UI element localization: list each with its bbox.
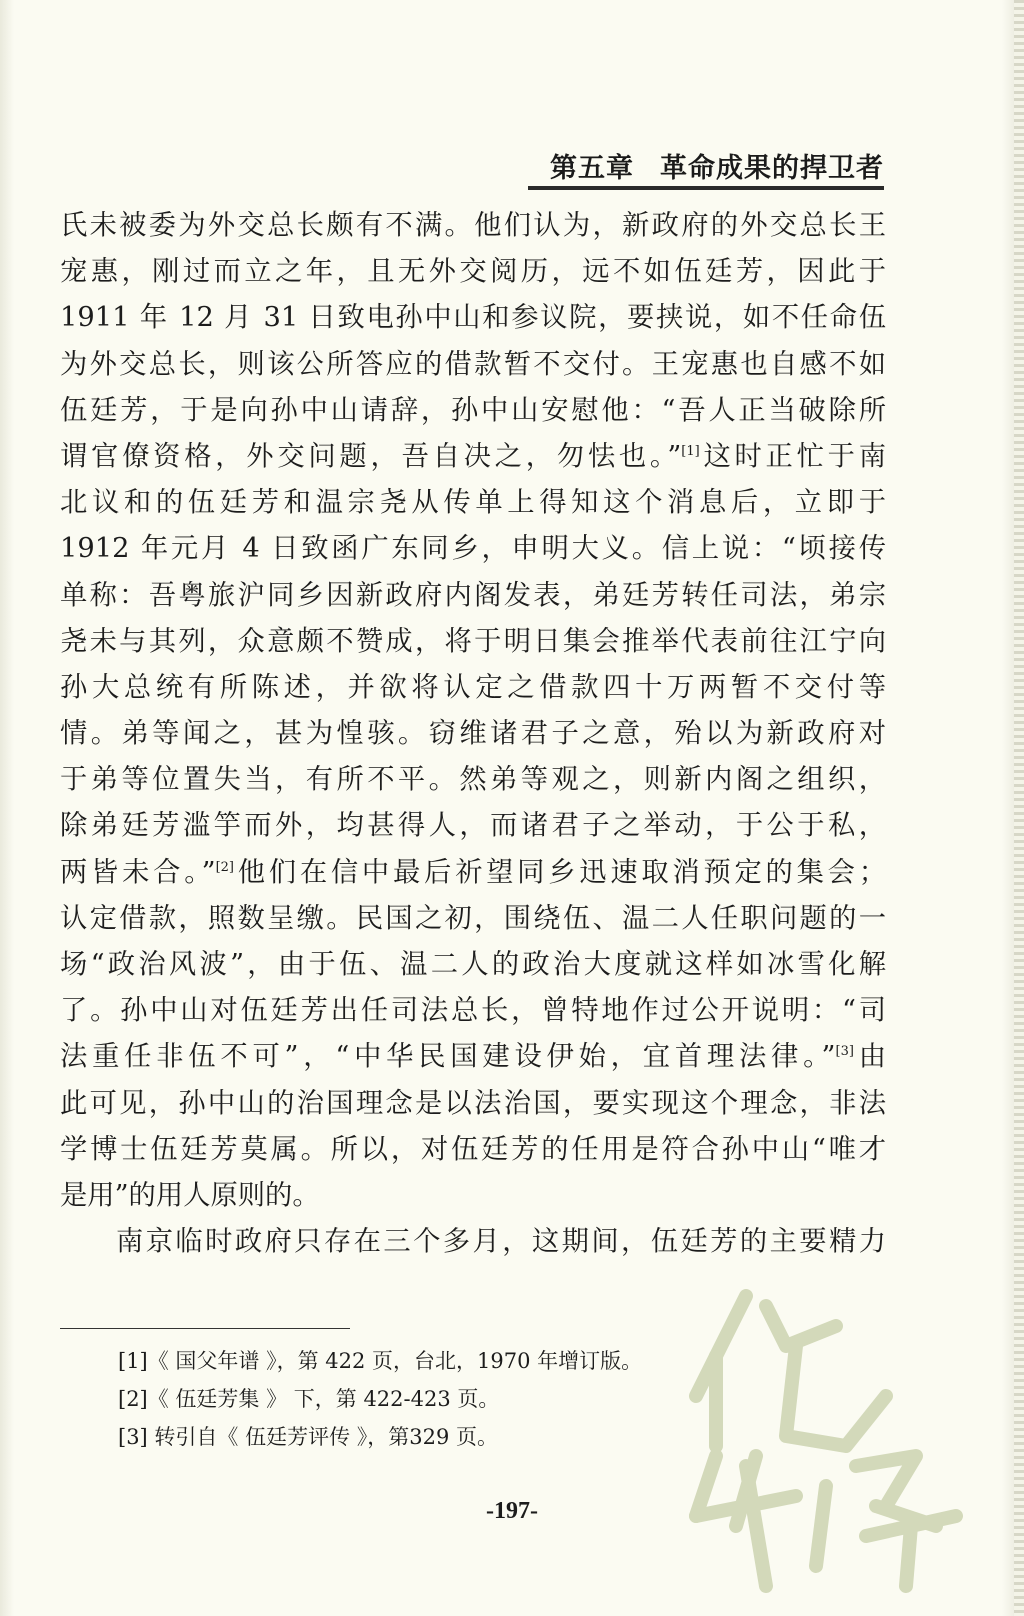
chapter-title: 革命成果的捍卫者 [660,153,884,184]
footnote-ref[interactable]: [2] [215,859,234,875]
text-line: 伍廷芳，于是向孙中山请辞，孙中山安慰他：“吾人正当破除所 [60,394,886,426]
footnote-ref[interactable]: [3] [835,1044,854,1060]
text-line: 尧未与其列，众意颇不赞成，将于明日集会推举代表前往江宁向 [60,625,886,657]
text-line: 场“政治风波”，由于伍、温二人的政治大度就这样如冰雪化解 [60,949,886,980]
text-line: 1911 年 12 月 31 日致电孙中山和参议院，要挟说，如不任命伍 [60,302,886,334]
line-text: 两皆未合。” [60,856,216,888]
footnote-item: [1]《 国父年谱 》，第 422 页，台北，1970 年增订版。 [118,1349,643,1373]
text-line: 氏未被委为外交总长颇有不满。他们认为，新政府的外交总长王 [60,210,886,241]
footnote-item: [2]《 伍廷芳集 》 下，第 422-423 页。 [118,1387,500,1411]
paragraph-start-line: 南京临时政府只存在三个多月，这期间，伍廷芳的主要精力 [116,1226,886,1258]
text-line: 单称：吾粤旅沪同乡因新政府内阁发表，弟廷芳转任司法，弟宗 [60,579,886,611]
header-rule [528,186,884,190]
text-line [60,1034,886,1080]
text-line: 于弟等位置失当，有所不平。然弟等观之，则新内阁之组织， [60,764,886,796]
text-line: 是用”的用人原则的。 [60,1179,320,1211]
body-text [60,203,886,1265]
line-text: 法重任非伍不可”，“中华民国建设伊始，宜首理法律。” [60,1041,836,1073]
running-header [528,146,884,190]
footnotes [118,1342,642,1456]
page-number: -197- [486,1498,538,1524]
chapter-heading [550,146,884,185]
line-text: 谓官僚资格，外交问题，吾自决之，勿怯也。” [60,440,682,472]
watermark-calligraphy [676,1286,976,1596]
text-line [60,434,886,480]
footnote-item: [3] 转引自《 伍廷芳评传 》，第329 页。 [118,1425,499,1449]
scan-edge [1014,0,1024,1616]
text-line: 宠惠，刚过而立之年，且无外交阅历，远不如伍廷芳，因此于 [60,256,886,288]
text-line: 此可见，孙中山的治国理念是以法治国，要实现这个理念，非法 [60,1087,886,1119]
line-text: 这时正忙于南 [699,440,886,472]
text-line: 学博士伍廷芳莫属。所以，对伍廷芳的任用是符合孙中山“唯才 [60,1133,886,1165]
line-text: 由 [853,1041,886,1073]
line-text: 他们在信中最后祈望同乡迅速取消预定的集会； [233,856,886,888]
text-line: 认定借款，照数呈缴。民国之初，围绕伍、温二人任职问题的一 [60,902,886,934]
text-line [60,850,886,896]
footnote-ref[interactable]: [1] [681,443,700,459]
text-line: 除弟廷芳滥竽而外，均甚得人，而诸君子之举动，于公于私， [60,810,886,842]
text-line: 情。弟等闻之，甚为惶骇。窃维诸君子之意，殆以为新政府对 [60,718,886,750]
text-line: 1912 年元月 4 日致函广东同乡，申明大义。信上说：“顷接传 [60,533,886,565]
text-line: 为外交总长，则该公所答应的借款暂不交付。王宠惠也自感不如 [60,348,886,380]
chapter-number: 第五章 [550,153,634,184]
text-line: 北议和的伍廷芳和温宗尧从传单上得知这个消息后，立即于 [60,487,886,519]
footnote-rule [60,1328,350,1329]
text-line: 孙大总统有所陈述，并欲将认定之借款四十万两暂不交付等 [60,671,886,703]
text-line: 了。孙中山对伍廷芳出任司法总长，曾特地作过公开说明：“司 [60,995,886,1027]
